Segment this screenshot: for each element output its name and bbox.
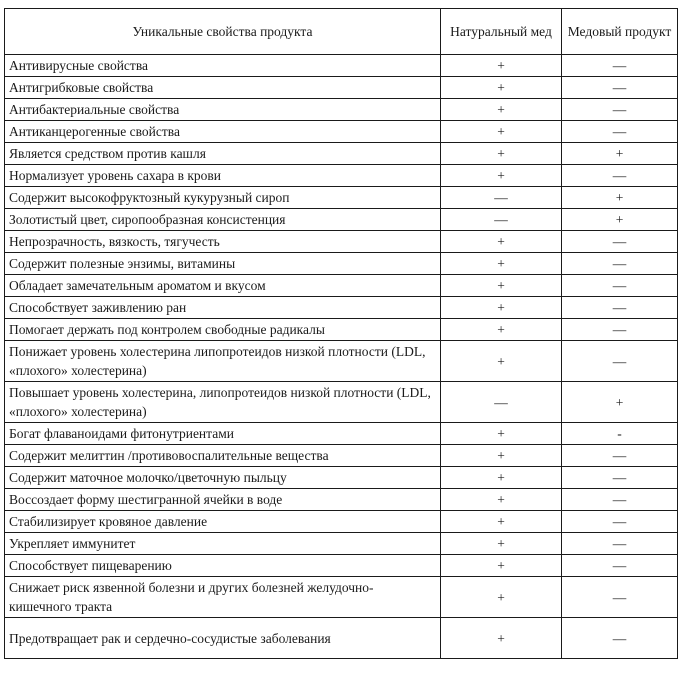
property-cell: Нормализует уровень сахара в крови	[5, 165, 441, 187]
honey-product-cell: —	[562, 121, 678, 143]
table-row	[5, 297, 678, 319]
property-cell: Воссоздает форму шестигранной ячейки в воде	[5, 489, 441, 511]
property-cell: Является средством против кашля	[5, 143, 441, 165]
property-cell: Антибактериальные свойства	[5, 99, 441, 121]
honey-product-cell: —	[562, 253, 678, 275]
honey-product-cell: +	[562, 209, 678, 231]
property-cell: Помогает держать под контролем свободные радикалы	[5, 319, 441, 341]
table-row	[5, 55, 678, 77]
natural-honey-cell: +	[441, 555, 562, 577]
table-row	[5, 467, 678, 489]
natural-honey-cell: +	[441, 467, 562, 489]
table-row	[5, 253, 678, 275]
property-cell: Содержит мелиттин /противовоспалительные вещества	[5, 445, 441, 467]
honey-product-cell: —	[562, 99, 678, 121]
honey-product-cell: —	[562, 77, 678, 99]
property-cell: Стабилизирует кровяное давление	[5, 511, 441, 533]
property-cell: Содержит полезные энзимы, витамины	[5, 253, 441, 275]
natural-honey-cell: —	[441, 187, 562, 209]
table-row	[5, 165, 678, 187]
property-cell: Способствует пищеварению	[5, 555, 441, 577]
property-cell: Содержит высокофруктозный кукурузный сироп	[5, 187, 441, 209]
natural-honey-cell: +	[441, 77, 562, 99]
natural-honey-cell: +	[441, 533, 562, 555]
table-row	[5, 489, 678, 511]
table-row	[5, 231, 678, 253]
honey-product-cell: —	[562, 275, 678, 297]
property-cell: Понижает уровень холестерина липопротеидов низкой плотности (LDL, «плохого» холестерина)	[5, 341, 441, 382]
property-cell: Непрозрачность, вязкость, тягучесть	[5, 231, 441, 253]
table-row	[5, 187, 678, 209]
honey-product-cell: —	[562, 618, 678, 659]
honey-product-cell: +	[562, 382, 678, 423]
honey-product-cell: +	[562, 143, 678, 165]
table-row	[5, 99, 678, 121]
natural-honey-cell: +	[441, 618, 562, 659]
natural-honey-cell: +	[441, 99, 562, 121]
natural-honey-cell: +	[441, 319, 562, 341]
property-cell: Повышает уровень холестерина, липопротеидов низкой плотности (LDL, «плохого» холестерина)	[5, 382, 441, 423]
property-cell: Укрепляет иммунитет	[5, 533, 441, 555]
natural-honey-cell: +	[441, 489, 562, 511]
natural-honey-cell: +	[441, 297, 562, 319]
property-cell: Богат флаваноидами фитонутриентами	[5, 423, 441, 445]
natural-honey-cell: +	[441, 121, 562, 143]
honey-product-cell: —	[562, 577, 678, 618]
natural-honey-cell: +	[441, 423, 562, 445]
honey-product-cell: -	[562, 423, 678, 445]
table-row	[5, 423, 678, 445]
honey-product-cell: —	[562, 297, 678, 319]
honey-product-cell: —	[562, 341, 678, 382]
table-row	[5, 209, 678, 231]
natural-honey-cell: +	[441, 143, 562, 165]
table-header-row	[5, 9, 678, 55]
header-property: Уникальные свойства продукта	[5, 9, 441, 55]
natural-honey-cell: +	[441, 231, 562, 253]
honey-product-cell: —	[562, 231, 678, 253]
honey-product-cell: —	[562, 555, 678, 577]
table-row	[5, 275, 678, 297]
natural-honey-cell: +	[441, 253, 562, 275]
table-row	[5, 533, 678, 555]
table-row	[5, 577, 678, 618]
honey-product-cell: —	[562, 489, 678, 511]
table-body	[5, 55, 678, 659]
table-row	[5, 77, 678, 99]
natural-honey-cell: +	[441, 165, 562, 187]
natural-honey-cell: +	[441, 511, 562, 533]
table-row	[5, 341, 678, 382]
honey-product-cell: —	[562, 165, 678, 187]
honey-product-cell: +	[562, 187, 678, 209]
natural-honey-cell: +	[441, 341, 562, 382]
table-row	[5, 143, 678, 165]
natural-honey-cell: —	[441, 209, 562, 231]
property-cell: Снижает риск язвенной болезни и других болезней желудочно-кишечного тракта	[5, 577, 441, 618]
table-row	[5, 445, 678, 467]
table-row	[5, 618, 678, 659]
property-cell: Обладает замечательным ароматом и вкусом	[5, 275, 441, 297]
table-row	[5, 511, 678, 533]
property-cell: Золотистый цвет, сиропообразная консистенция	[5, 209, 441, 231]
natural-honey-cell: +	[441, 55, 562, 77]
honey-product-cell: —	[562, 55, 678, 77]
natural-honey-cell: +	[441, 577, 562, 618]
natural-honey-cell: —	[441, 382, 562, 423]
natural-honey-cell: +	[441, 445, 562, 467]
table-row	[5, 382, 678, 423]
honey-product-cell: —	[562, 467, 678, 489]
natural-honey-cell: +	[441, 275, 562, 297]
header-honey-product: Медовый продукт	[562, 9, 678, 55]
property-cell: Антигрибковые свойства	[5, 77, 441, 99]
property-cell: Предотвращает рак и сердечно-сосудистые заболевания	[5, 618, 441, 659]
honey-product-cell: —	[562, 533, 678, 555]
property-cell: Способствует заживлению ран	[5, 297, 441, 319]
property-cell: Антиканцерогенные свойства	[5, 121, 441, 143]
table-row	[5, 555, 678, 577]
table-row	[5, 319, 678, 341]
property-cell: Антивирусные свойства	[5, 55, 441, 77]
honey-product-cell: —	[562, 319, 678, 341]
honey-product-cell: —	[562, 445, 678, 467]
property-cell: Содержит маточное молочко/цветочную пыльцу	[5, 467, 441, 489]
header-natural-honey: Натуральный мед	[441, 9, 562, 55]
table-row	[5, 121, 678, 143]
comparison-table	[4, 8, 678, 659]
honey-product-cell: —	[562, 511, 678, 533]
